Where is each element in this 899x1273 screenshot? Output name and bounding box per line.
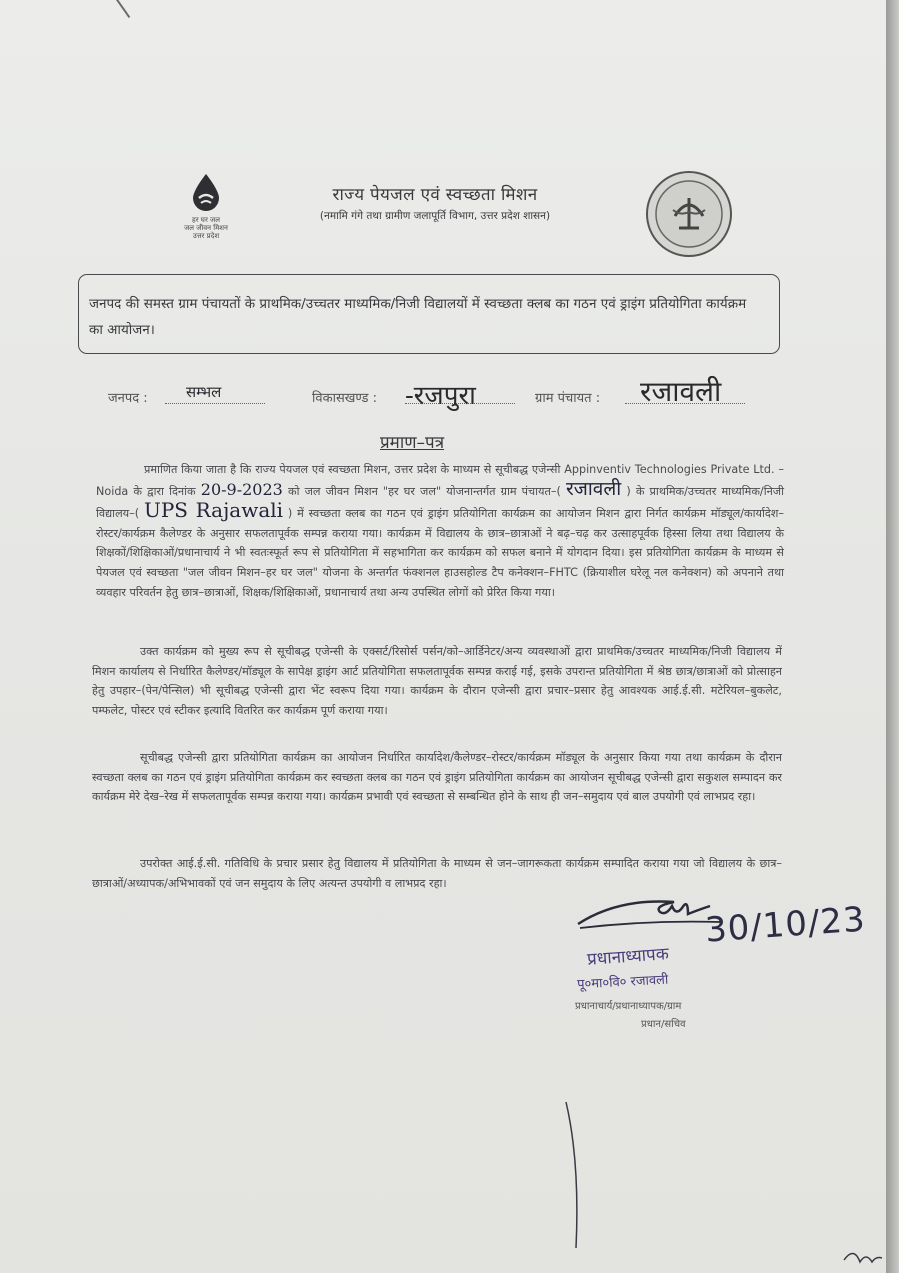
handwritten-school: UPS Rajawali xyxy=(143,498,284,523)
mission-title: राज्य पेयजल एवं स्वच्छता मिशन xyxy=(332,185,538,205)
stamp-designation-2: प्रधान/सचिव xyxy=(641,1019,686,1030)
handwritten-gram-panchayat: रजावली xyxy=(566,477,622,500)
p1-text-d: ) में स्वच्छता क्लब का गठन एवं ड्राइंग प्रतियोगिता कार्यक्रम का आयोजन मिशन द्वारा निर्गत कार्यक्रम मॉड्यूल/कार्यादेश–रोस्टर/कार्यक्रम कैलेण्डर के अनुसार सफलतापूर्वक सम्पन्न कराया गया। कार्यक्रम में विद्यालय के छात्र–छात्राओं ने बढ़–चढ़ कर उत्साहपूर्वक हिस्सा लिया तथा विद्यालय के शिक्षकों/शिक्षिकाओं/प्रधानाचार्य ने भी स्वतःस्फूर्त रूप से प्रतियोगिता में सहभागिता कर कार्यक्रम को सफल बनाने में योगदान दिया। इस प्रतियोगिता कार्यक्रम के माध्यम से पेयजल एवं स्वच्छता "जल जीवन मिशन–हर घर जल" योजना के अन्तर्गत फंक्शनल हाउसहोल्ड टैप कनेक्शन–FHTC (क्रियाशील घरेलू नल कनेक्शन) को अपनाने तथा व्यवहार परिवर्तन हेतु छात्र–छात्राओं, शिक्षक/शिक्षिकाओं, प्रधानाचार्य तथा अन्य उपस्थित लोगों को प्रेरित किया गया। xyxy=(96,507,785,599)
block-value: -रजपुरा xyxy=(405,381,476,411)
signature-date: 30/10/23 xyxy=(703,899,867,951)
paragraph-3: सूचीबद्ध एजेन्सी द्वारा प्रतियोगिता कार्यक्रम का आयोजन निर्धारित कार्यादेश/कैलेण्डर–रोस्टर/कार्यक्रम मॉड्यूल के अनुसार किया गया तथा कार्यक्रम के दौरान स्वच्छता क्लब का गठन एवं ड्राइंग प्रतियोगिता कार्यक्रम कर स्वच्छता क्लब का गठन एवं ड्राइंग प्रतियोगिता कार्यक्रम का आयोजन सूचीबद्ध एजेन्सी द्वारा सकुशल सम्पादन कर कार्यक्रम मेरे देख–रेख में सफलतापूर्वक सम्पन्न कराया गया। कार्यक्रम प्रभावी एवं स्वच्छता से सम्बन्धित होने के साथ ही जन–समुदाय एवं बाल उपयोगी एवं लाभप्रद रहा। xyxy=(92,751,782,804)
paper-crease xyxy=(116,0,130,18)
p1-text-b: को जल जीवन मिशन "हर घर जल" योजनान्तर्गत ग्राम पंचायत–( xyxy=(287,484,561,498)
stamp-designation: प्रधानाचार्य/प्रधानाध्यापक/ग्राम xyxy=(575,1001,682,1012)
document-header xyxy=(250,182,620,223)
p1-text-c: ) के प्राथमिक/उच्चतर माध्यमिक/निजी विद्यालय–( xyxy=(96,484,784,521)
logo-caption-3: उत्तर प्रदेश xyxy=(192,232,220,240)
location-fields xyxy=(0,372,886,412)
corner-ink-mark xyxy=(840,1240,885,1270)
logo-caption-2: जल जीवन मिशन xyxy=(184,224,228,232)
water-drop-icon xyxy=(189,172,223,212)
handwritten-date: 20-9-2023 xyxy=(200,479,283,499)
pen-stroke xyxy=(560,1100,590,1250)
district-label: जनपद : xyxy=(108,391,148,406)
panchayat-value: रजावली xyxy=(640,375,722,408)
page-edge xyxy=(886,0,899,1273)
program-topic-box xyxy=(78,274,780,354)
paragraph-2: उक्त कार्यक्रम को मुख्य रूप से सूचीबद्ध एजेन्सी के एक्सर्ट/रिसोर्स पर्सन/को–आर्डिनेटर/अन्य व्यवस्थाओं द्वारा प्राथमिक/उच्चतर माध्यमिक/निजी विद्यालय में मिशन कार्यालय से निर्धारित कैलेण्डर/मॉड्यूल के सापेक्ष ड्राइंग आर्ट प्रतियोगिता सफलतापूर्वक सम्पन्न कराई गई, इसके उपरान्त प्रतियोगिता में श्रेष्ठ छात्र/छात्राओं को प्रोत्साहन हेतु उपहार–(पेन/पेन्सिल) भी सूचीबद्ध एजेन्सी द्वारा भेंट स्वरूप दिया गया। कार्यक्रम के दौरान एजेन्सी द्वारा प्रचार–प्रसार हेतु आवश्यक आई.ई.सी. मटेरियल–बुकलेट, पम्फलेट, पोस्टर एवं स्टीकर इत्यादि वितरित कर कार्यक्रम पूर्ण कराया गया। xyxy=(92,645,782,717)
paragraph-1 xyxy=(96,460,784,602)
logo-caption-1: हर घर जल xyxy=(192,216,220,224)
p1-text-a: प्रमाणित किया जाता है कि राज्य पेयजल एवं स्वच्छता मिशन, उत्तर प्रदेश के माध्यम से सूचीबद्ध एजेन्सी Appinventiv Technologies Private Ltd. – Noida के द्वारा दिनांक xyxy=(96,463,784,498)
paragraph-4: उपरोक्त आई.ई.सी. गतिविधि के प्रचार प्रसार हेतु विद्यालय में प्रतियोगिता के माध्यम से जन–जागरूकता कार्यक्रम सम्पादित कराया गया जो विद्यालय के छात्र–छात्राओं/अध्यापक/अभिभावकों एवं जन समुदाय के लिए अत्यन्त उपयोगी व लाभप्रद रहा। xyxy=(92,857,782,890)
program-topic: जनपद की समस्त ग्राम पंचायतों के प्राथमिक/उच्चतर माध्यमिक/निजी विद्यालयों में स्वच्छता क्लब का गठन एवं ड्राइंग प्रतियोगिता कार्यक्रम का आयोजन। xyxy=(89,296,747,338)
jal-jeevan-mission-logo xyxy=(180,172,232,240)
district-line xyxy=(165,402,265,404)
mission-subtitle: (नमामि गंगे तथा ग्रामीण जलापूर्ति विभाग, उत्तर प्रदेश शासन) xyxy=(319,210,551,222)
stamp-title: प्रधानाध्यापक xyxy=(586,944,670,970)
stamp-school: पू०मा०वि० रजावली xyxy=(576,972,669,993)
certificate-title: प्रमाण–पत्र xyxy=(380,433,445,453)
block-label: विकासखण्ड : xyxy=(312,391,378,406)
panchayat-label: ग्राम पंचायत : xyxy=(535,391,601,406)
district-value: सम्भल xyxy=(186,383,222,401)
up-government-emblem-icon xyxy=(645,170,733,258)
